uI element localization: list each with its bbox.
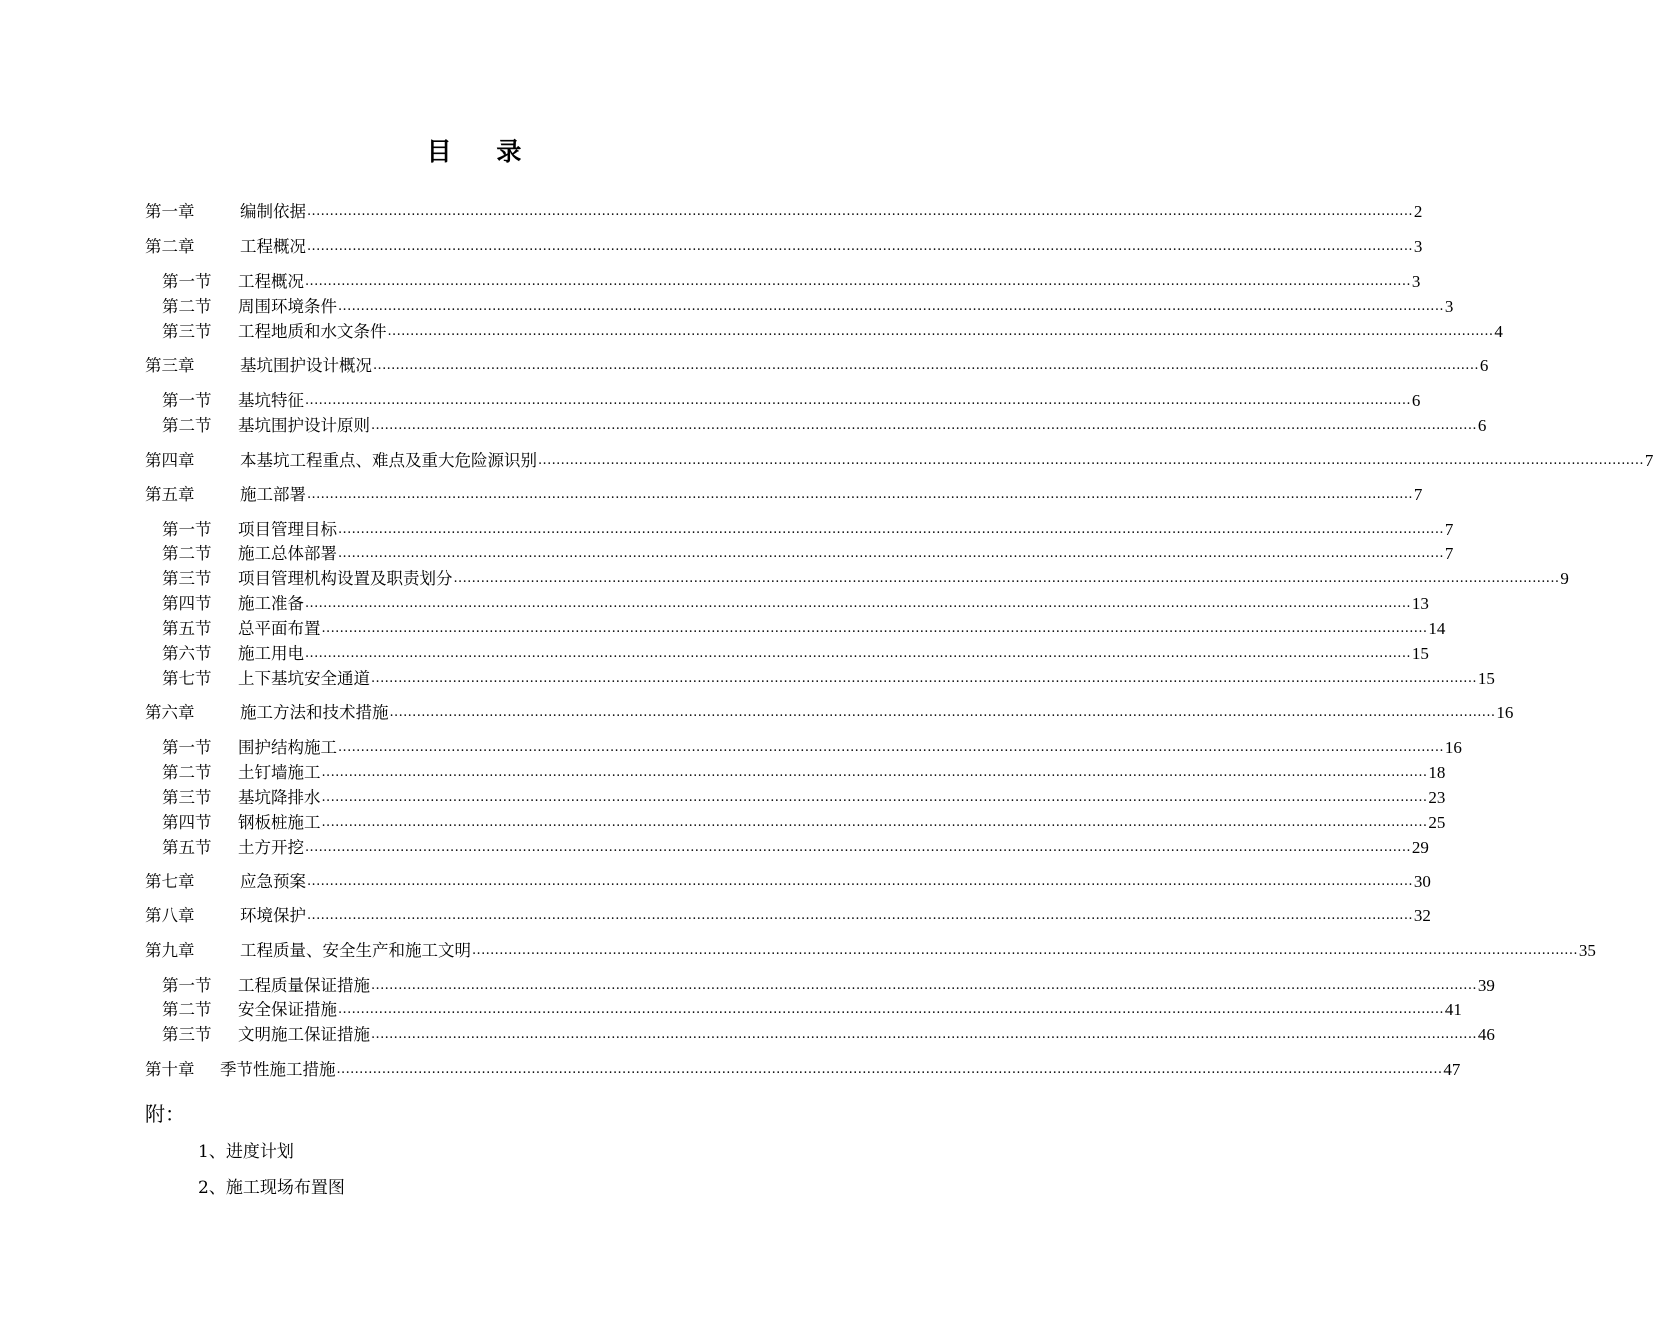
toc-page-number: 3 xyxy=(1411,272,1421,291)
toc-dot-leader: .................................................................................................................................................................................................................................................... xyxy=(538,453,1644,468)
toc-section-entry[interactable] xyxy=(162,517,1454,541)
appendix-heading: 附： xyxy=(145,1102,185,1126)
toc-dot-leader: .................................................................................................................................................................................................................................................... xyxy=(338,740,1444,755)
toc-dot-leader: .................................................................................................................................................................................................................................................... xyxy=(338,546,1444,561)
toc-dot-leader: .................................................................................................................................................................................................................................................... xyxy=(371,978,1477,993)
toc-entry-title: 文明施工保证措施 xyxy=(238,1025,370,1044)
toc-entry-label: 第一章 xyxy=(145,202,195,221)
toc-page-number: 7 xyxy=(1644,451,1653,470)
toc-entry-title: 项目管理机构设置及职责划分 xyxy=(238,569,453,588)
toc-section-entry[interactable] xyxy=(162,566,1569,590)
toc-dot-leader: .................................................................................................................................................................................................................................................... xyxy=(338,522,1444,537)
toc-entry-label: 第十章 xyxy=(145,1060,195,1079)
toc-chapter-entry[interactable] xyxy=(145,234,1423,258)
toc-page-number: 15 xyxy=(1477,669,1495,688)
toc-entry-title: 基坑围护设计概况 xyxy=(240,356,372,375)
toc-entry-title: 基坑围护设计原则 xyxy=(238,416,370,435)
toc-section-entry[interactable] xyxy=(162,269,1421,293)
toc-page-number: 16 xyxy=(1496,703,1514,722)
toc-dot-leader: .................................................................................................................................................................................................................................................... xyxy=(305,596,1411,611)
toc-dot-leader: .................................................................................................................................................................................................................................................... xyxy=(321,621,1428,636)
toc-section-entry[interactable] xyxy=(162,541,1454,565)
toc-entry-label: 第七节 xyxy=(162,669,212,688)
toc-entry-label: 第五节 xyxy=(162,619,212,638)
toc-entry-label: 第六章 xyxy=(145,703,195,722)
toc-entry-label: 第五章 xyxy=(145,485,195,504)
toc-chapter-entry[interactable] xyxy=(145,353,1489,377)
toc-section-entry[interactable] xyxy=(162,997,1462,1021)
toc-entry-title: 环境保护 xyxy=(240,906,306,925)
toc-entry-title: 工程概况 xyxy=(240,237,306,256)
toc-entry-title: 施工用电 xyxy=(238,644,304,663)
toc-section-entry[interactable] xyxy=(162,294,1454,318)
toc-section-entry[interactable] xyxy=(162,641,1429,665)
toc-dot-leader: .................................................................................................................................................................................................................................................... xyxy=(307,874,1413,889)
toc-dot-leader: .................................................................................................................................................................................................................................................... xyxy=(338,1002,1444,1017)
toc-dot-leader: .................................................................................................................................................................................................................................................... xyxy=(387,324,1494,339)
toc-dot-leader: .................................................................................................................................................................................................................................................... xyxy=(305,840,1411,855)
toc-dot-leader: .................................................................................................................................................................................................................................................... xyxy=(338,299,1444,314)
toc-page-number: 3 xyxy=(1413,237,1423,256)
toc-section-entry[interactable] xyxy=(162,388,1421,412)
toc-page-number: 2 xyxy=(1413,202,1423,221)
toc-dot-leader: .................................................................................................................................................................................................................................................... xyxy=(373,358,1479,373)
toc-chapter-entry[interactable] xyxy=(145,869,1431,893)
toc-entry-title: 基坑特征 xyxy=(238,391,304,410)
toc-entry-label: 第七章 xyxy=(145,872,195,891)
toc-entry-label: 第三节 xyxy=(162,569,212,588)
toc-dot-leader: .................................................................................................................................................................................................................................................... xyxy=(307,204,1413,219)
toc-dot-leader: .................................................................................................................................................................................................................................................... xyxy=(307,239,1413,254)
page-title: 目 录 xyxy=(426,137,524,166)
toc-entry-title: 安全保证措施 xyxy=(238,1000,337,1019)
toc-chapter-entry[interactable] xyxy=(145,1057,1461,1081)
toc-page-number: 4 xyxy=(1494,322,1503,341)
toc-entry-label: 第一节 xyxy=(162,272,212,291)
toc-entry-title: 施工总体部署 xyxy=(238,544,337,563)
toc-page-number: 7 xyxy=(1444,544,1454,563)
toc-chapter-entry[interactable] xyxy=(145,482,1423,506)
toc-entry-title: 工程质量、安全生产和施工文明 xyxy=(240,941,471,960)
toc-dot-leader: .................................................................................................................................................................................................................................................... xyxy=(371,1027,1477,1042)
toc-entry-title: 周围环境条件 xyxy=(238,297,337,316)
toc-section-entry[interactable] xyxy=(162,835,1429,859)
toc-page-number: 29 xyxy=(1411,838,1429,857)
toc-entry-title: 项目管理目标 xyxy=(238,520,337,539)
toc-entry-label: 第三章 xyxy=(145,356,195,375)
toc-page-number: 7 xyxy=(1444,520,1454,539)
toc-section-entry[interactable] xyxy=(162,735,1462,759)
toc-dot-leader: .................................................................................................................................................................................................................................................... xyxy=(305,393,1411,408)
toc-dot-leader: .................................................................................................................................................................................................................................................... xyxy=(371,418,1477,433)
toc-dot-leader: .................................................................................................................................................................................................................................................... xyxy=(307,908,1413,923)
toc-entry-label: 第三节 xyxy=(162,322,212,341)
toc-page-number: 35 xyxy=(1578,941,1596,960)
toc-entry-label: 第一节 xyxy=(162,976,212,995)
toc-entry-title: 季节性施工措施 xyxy=(220,1060,336,1079)
toc-entry-label: 第六节 xyxy=(162,644,212,663)
toc-entry-title: 编制依据 xyxy=(240,202,306,221)
toc-entry-label: 第二节 xyxy=(162,416,212,435)
toc-page-number: 46 xyxy=(1477,1025,1495,1044)
toc-entry-title: 上下基坑安全通道 xyxy=(238,669,370,688)
toc-dot-leader: .................................................................................................................................................................................................................................................... xyxy=(307,487,1413,502)
toc-entry-label: 第二节 xyxy=(162,544,212,563)
toc-dot-leader: .................................................................................................................................................................................................................................................... xyxy=(321,765,1428,780)
toc-entry-title: 总平面布置 xyxy=(238,619,321,638)
toc-entry-title: 施工方法和技术措施 xyxy=(240,703,389,722)
toc-page-number: 18 xyxy=(1428,763,1446,782)
toc-section-entry[interactable] xyxy=(162,810,1446,834)
toc-page-number: 39 xyxy=(1477,976,1495,995)
toc-section-entry[interactable] xyxy=(162,616,1446,640)
toc-page-number: 30 xyxy=(1413,872,1431,891)
toc-page-number: 6 xyxy=(1477,416,1487,435)
toc-entry-title: 应急预案 xyxy=(240,872,306,891)
toc-entry-label: 第三节 xyxy=(162,1025,212,1044)
toc-chapter-entry[interactable] xyxy=(145,903,1431,927)
toc-page-number: 3 xyxy=(1444,297,1454,316)
toc-entry-label: 第五节 xyxy=(162,838,212,857)
toc-page-number: 16 xyxy=(1444,738,1462,757)
toc-dot-leader: .................................................................................................................................................................................................................................................... xyxy=(336,1062,1443,1077)
toc-page-number: 13 xyxy=(1411,594,1429,613)
toc-section-entry[interactable] xyxy=(162,591,1429,615)
toc-entry-title: 钢板桩施工 xyxy=(238,813,321,832)
toc-page-number: 47 xyxy=(1443,1060,1461,1079)
toc-entry-title: 工程概况 xyxy=(238,272,304,291)
toc-page-number: 32 xyxy=(1413,906,1431,925)
toc-page-number: 25 xyxy=(1428,813,1446,832)
toc-dot-leader: .................................................................................................................................................................................................................................................... xyxy=(453,571,1560,586)
toc-entry-label: 第二节 xyxy=(162,763,212,782)
toc-section-entry[interactable] xyxy=(162,666,1495,690)
toc-entry-label: 第四章 xyxy=(145,451,195,470)
toc-entry-title: 基坑降排水 xyxy=(238,788,321,807)
appendix-item: 1、进度计划 xyxy=(198,1142,294,1162)
toc-entry-label: 第八章 xyxy=(145,906,195,925)
toc-chapter-entry[interactable] xyxy=(145,448,1653,472)
toc-chapter-entry[interactable] xyxy=(145,199,1423,223)
toc-entry-label: 第二节 xyxy=(162,297,212,316)
toc-entry-title: 围护结构施工 xyxy=(238,738,337,757)
toc-entry-label: 第一节 xyxy=(162,520,212,539)
toc-section-entry[interactable] xyxy=(162,785,1446,809)
toc-page-number: 9 xyxy=(1560,569,1569,588)
toc-dot-leader: .................................................................................................................................................................................................................................................... xyxy=(389,705,1496,720)
toc-entry-title: 土钉墙施工 xyxy=(238,763,321,782)
toc-entry-label: 第九章 xyxy=(145,941,195,960)
toc-section-entry[interactable] xyxy=(162,760,1446,784)
toc-entry-title: 本基坑工程重点、难点及重大危险源识别 xyxy=(240,451,537,470)
toc-entry-label: 第二节 xyxy=(162,1000,212,1019)
toc-entry-label: 第一节 xyxy=(162,738,212,757)
toc-section-entry[interactable] xyxy=(162,413,1487,437)
toc-page-number: 6 xyxy=(1411,391,1421,410)
toc-section-entry[interactable] xyxy=(162,973,1495,997)
toc-entry-title: 施工部署 xyxy=(240,485,306,504)
toc-page-number: 7 xyxy=(1413,485,1423,504)
toc-entry-title: 施工准备 xyxy=(238,594,304,613)
toc-entry-label: 第二章 xyxy=(145,237,195,256)
toc-dot-leader: .................................................................................................................................................................................................................................................... xyxy=(321,815,1428,830)
toc-dot-leader: .................................................................................................................................................................................................................................................... xyxy=(472,943,1578,958)
toc-dot-leader: .................................................................................................................................................................................................................................................... xyxy=(305,274,1411,289)
toc-entry-label: 第四节 xyxy=(162,813,212,832)
toc-page-number: 41 xyxy=(1444,1000,1462,1019)
toc-dot-leader: .................................................................................................................................................................................................................................................... xyxy=(321,790,1428,805)
toc-page-number: 6 xyxy=(1479,356,1489,375)
toc-section-entry[interactable] xyxy=(162,1022,1495,1046)
toc-page-number: 15 xyxy=(1411,644,1429,663)
toc-entry-title: 工程地质和水文条件 xyxy=(238,322,387,341)
toc-dot-leader: .................................................................................................................................................................................................................................................... xyxy=(371,671,1477,686)
toc-chapter-entry[interactable] xyxy=(145,938,1596,962)
toc-entry-label: 第三节 xyxy=(162,788,212,807)
appendix-item: 2、施工现场布置图 xyxy=(198,1178,345,1198)
toc-dot-leader: .................................................................................................................................................................................................................................................... xyxy=(305,646,1411,661)
toc-page-number: 14 xyxy=(1428,619,1446,638)
toc-page-number: 23 xyxy=(1428,788,1446,807)
toc-chapter-entry[interactable] xyxy=(145,700,1514,724)
toc-entry-label: 第一节 xyxy=(162,391,212,410)
toc-entry-title: 土方开挖 xyxy=(238,838,304,857)
toc-entry-title: 工程质量保证措施 xyxy=(238,976,370,995)
toc-section-entry[interactable] xyxy=(162,319,1503,343)
toc-entry-label: 第四节 xyxy=(162,594,212,613)
